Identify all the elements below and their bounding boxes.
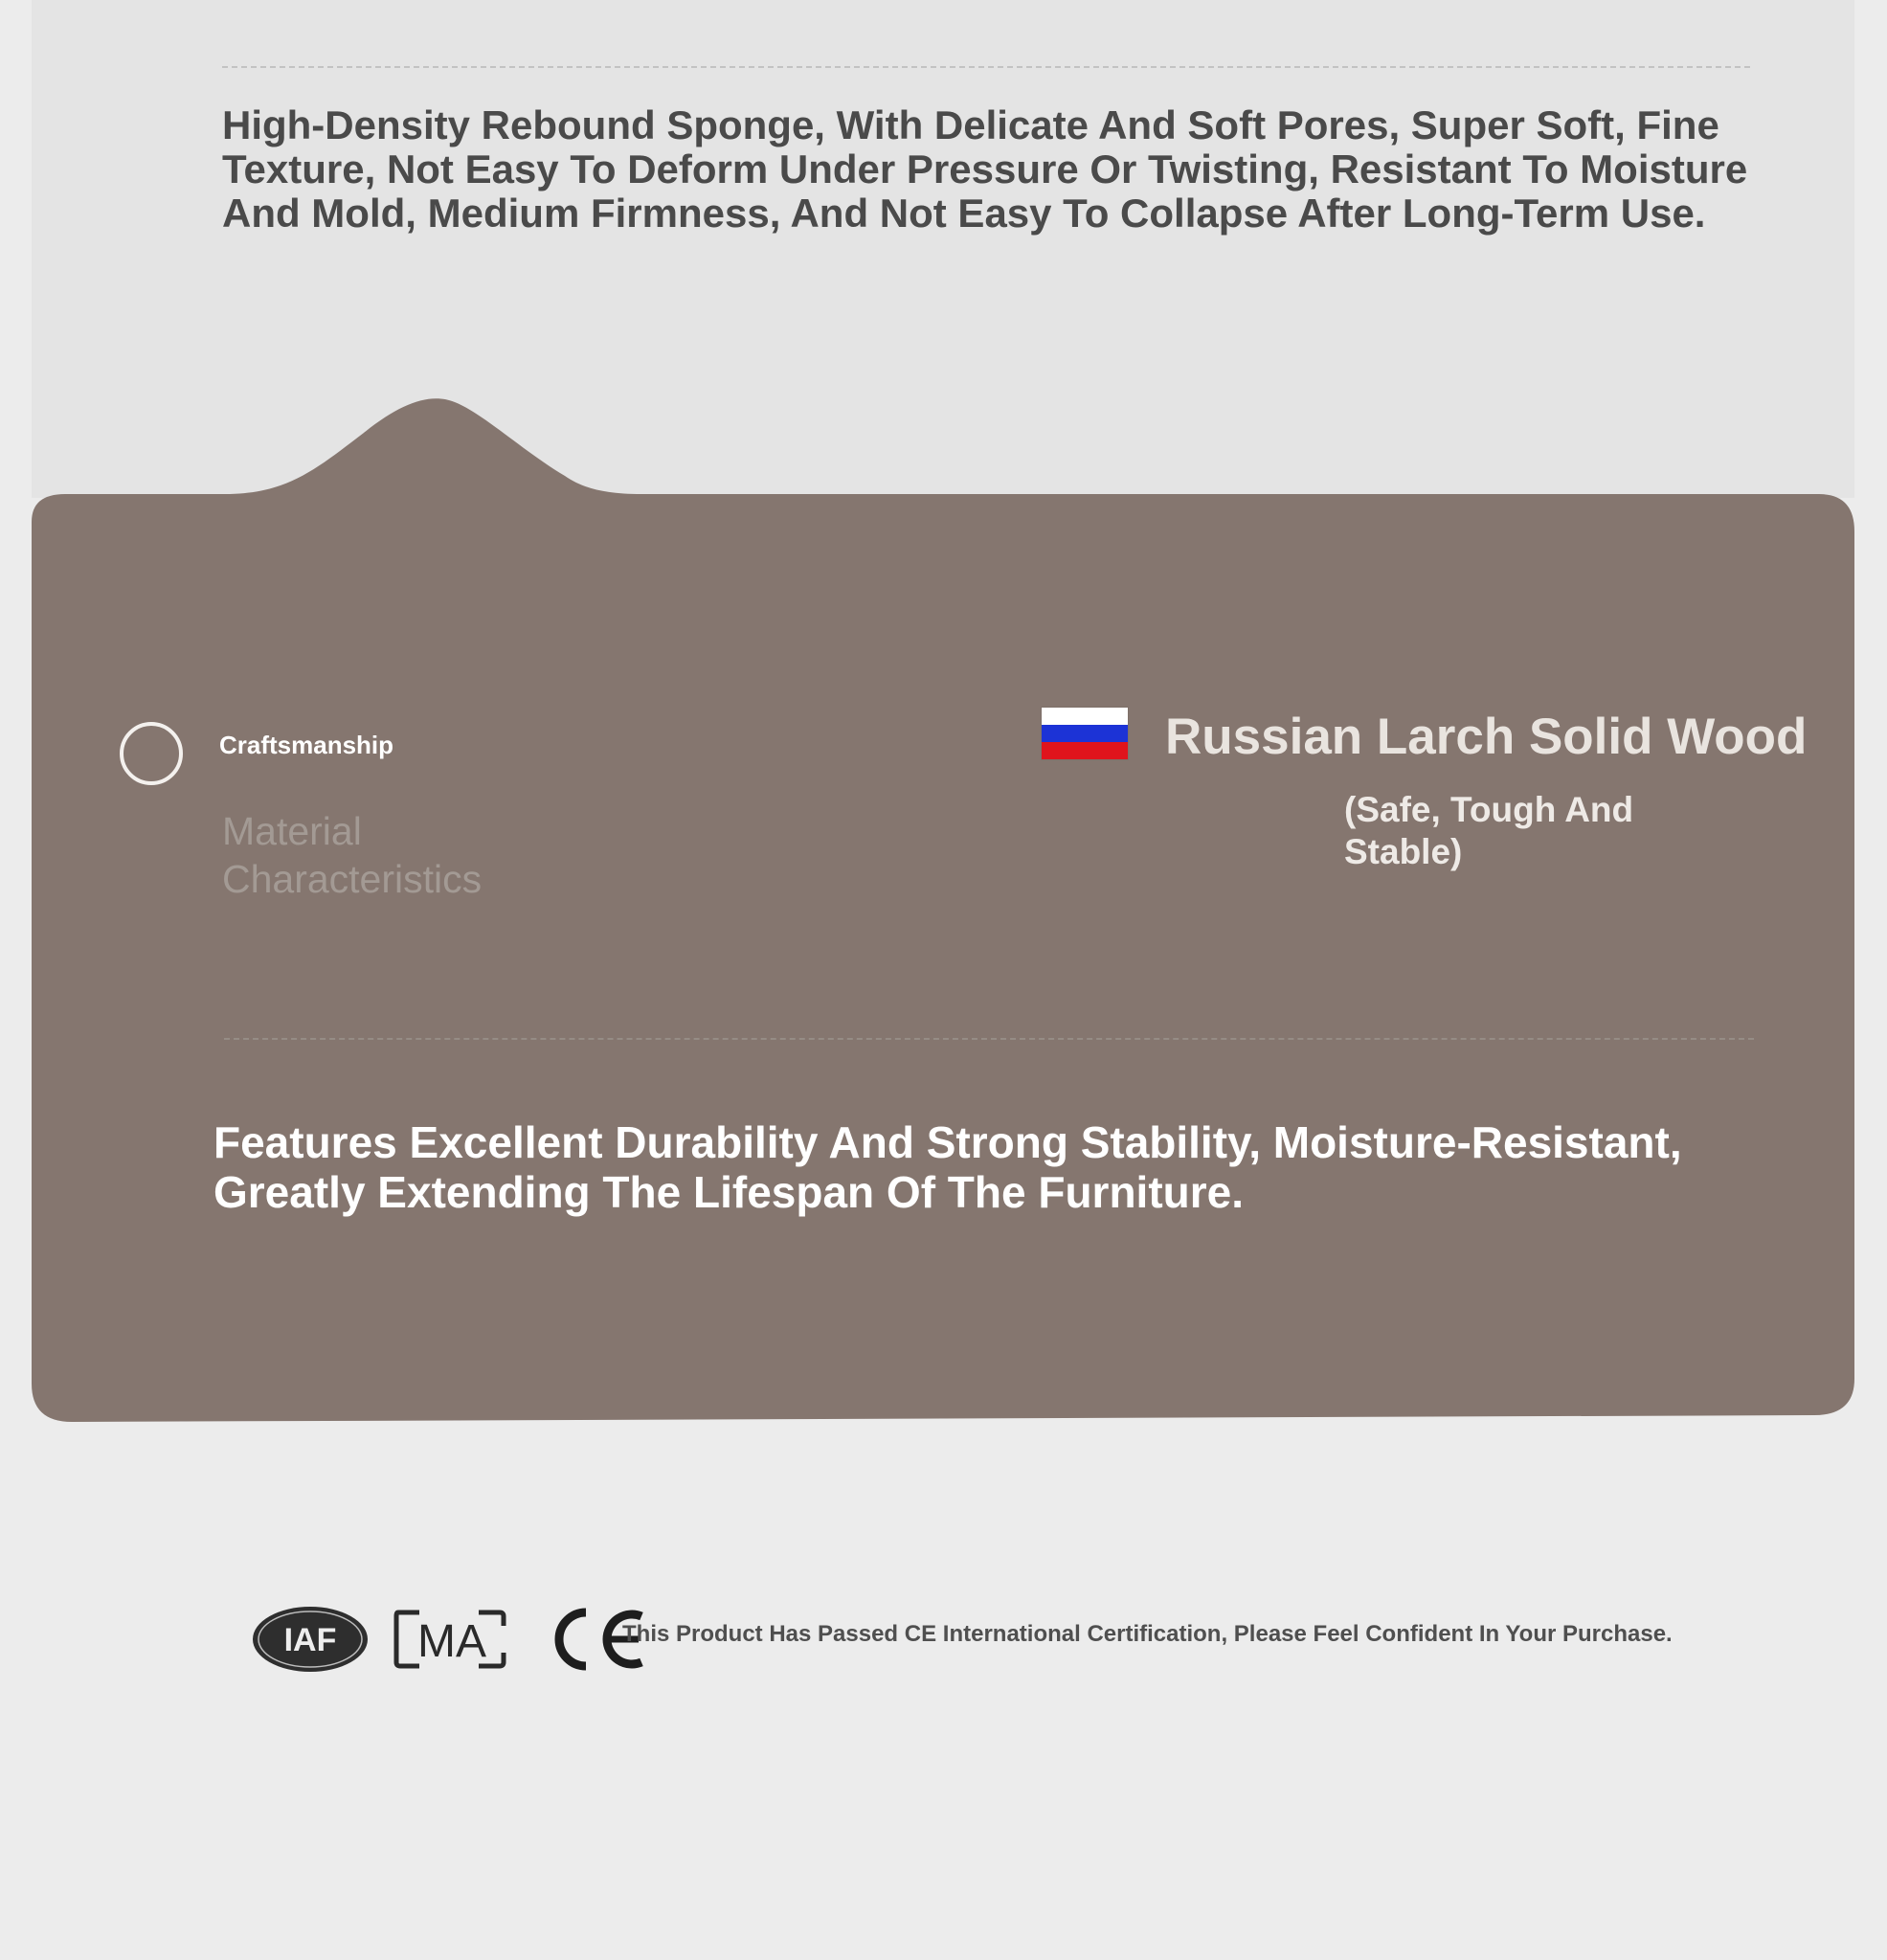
svg-text:IAF: IAF [283, 1622, 337, 1658]
features-description: Features Excellent Durability And Strong Stability, Moisture-Resistant, Greatly Extending The Lifespan Of The Furniture. [213, 1117, 1682, 1217]
certification-logos [251, 1603, 653, 1676]
cma-logo-icon [396, 1612, 504, 1667]
certification-statement: This Product Has Passed CE International Certification, Please Feel Confident In Your Purchase. [622, 1621, 1673, 1647]
wood-subtitle: (Safe, Tough And Stable) [1344, 790, 1634, 871]
russia-flag-icon [1042, 708, 1128, 759]
svg-text:MA: MA [417, 1616, 486, 1667]
material-characteristics-label: Material Characteristics [222, 809, 483, 901]
craftsmanship-circle-icon [120, 722, 183, 785]
wood-title: Russian Larch Solid Wood [1165, 709, 1808, 765]
craftsmanship-label: Craftsmanship [219, 731, 394, 759]
sponge-description: High-Density Rebound Sponge, With Delicate And Soft Pores, Super Soft, Fine Texture, Not Easy To Deform Under Pressure Or Twisting, Resistant To Moisture And Mold, Medium Firmness, And Not Easy To Collapse After Long-Term Use. [222, 102, 1748, 236]
card-shape [32, 398, 1854, 1422]
iaf-logo-icon [253, 1607, 368, 1672]
card-divider [224, 1038, 1754, 1040]
